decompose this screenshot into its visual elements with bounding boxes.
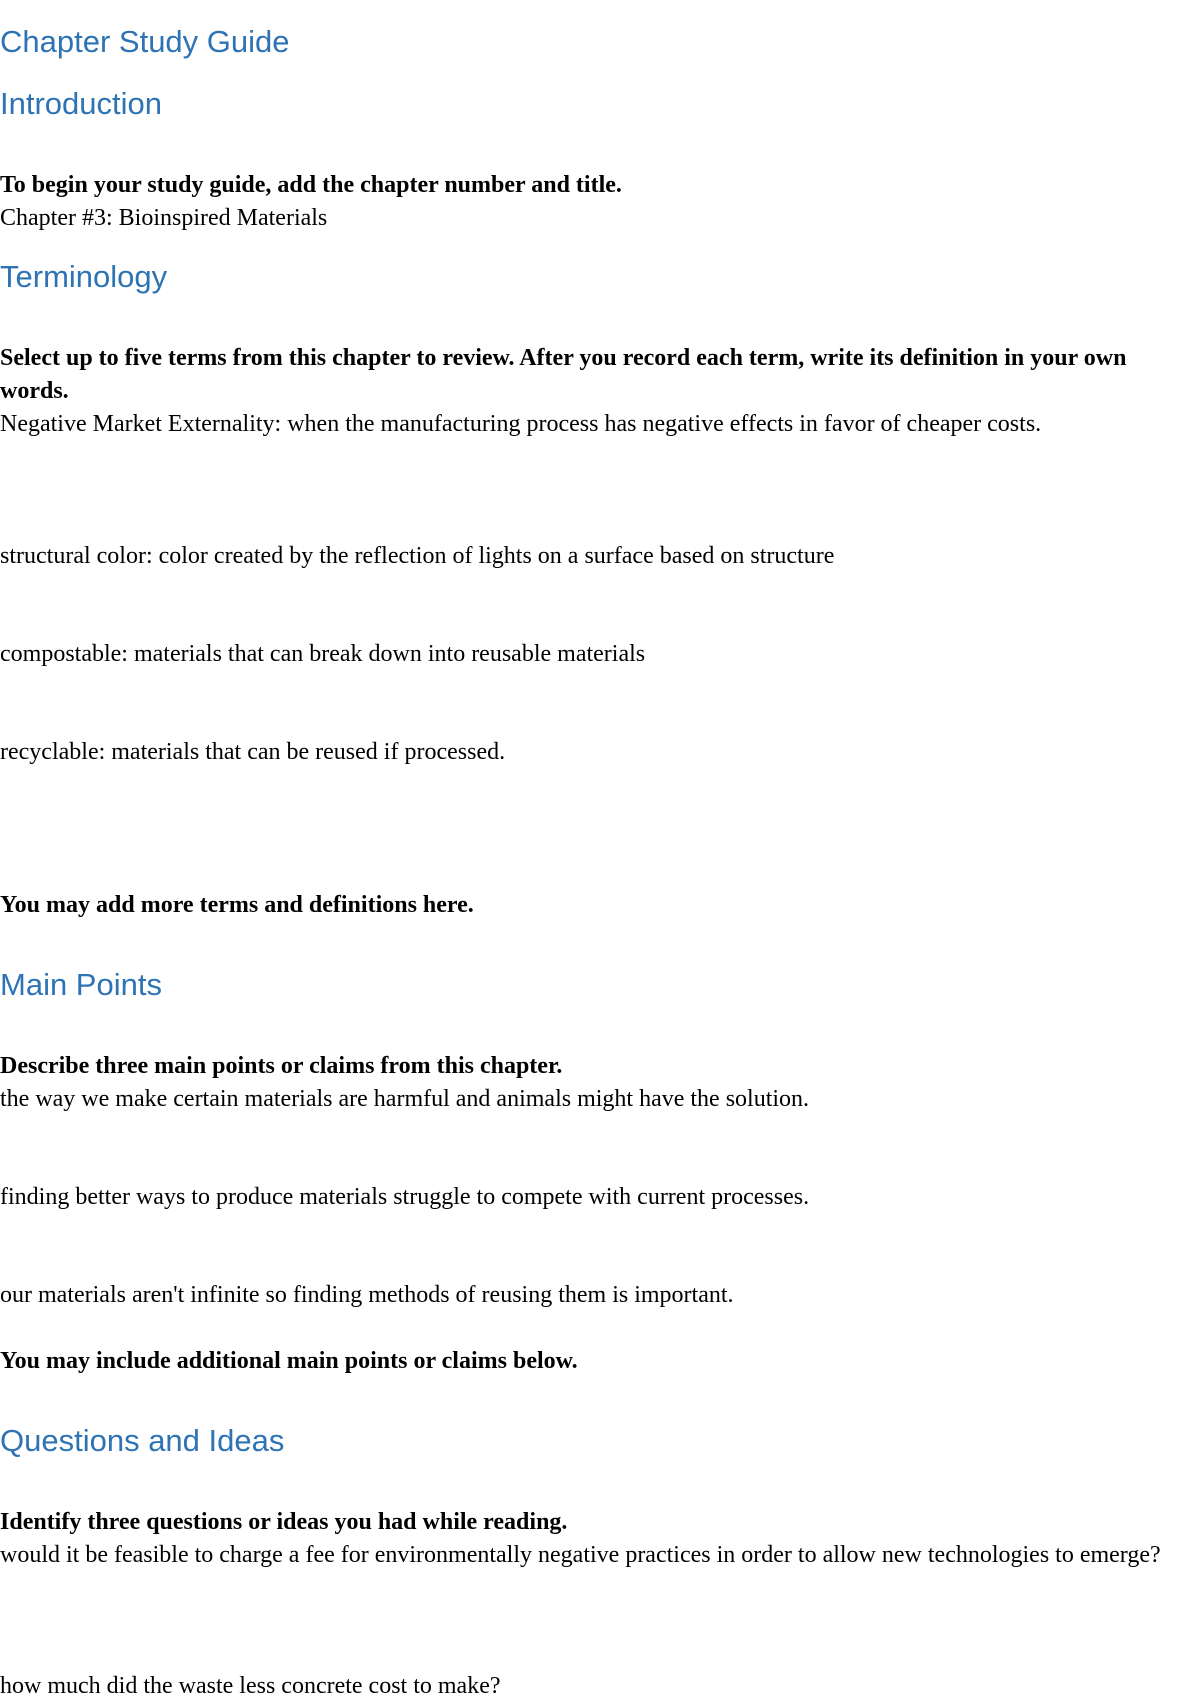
main-point[interactable]: finding better ways to produce materials struggle to compete with current processes.: [0, 1184, 810, 1210]
page-title: Chapter Study Guide: [0, 24, 290, 59]
questions-ideas-heading: Questions and Ideas: [0, 1423, 285, 1458]
terminology-prompt: Select up to five terms from this chapter to review. After you record each term, write its definition in your own words.: [0, 345, 1127, 404]
introduction-prompt: To begin your study guide, add the chapter number and title.: [0, 172, 622, 198]
question-idea[interactable]: how much did the waste less concrete cost to make?: [0, 1673, 501, 1699]
main-point[interactable]: the way we make certain materials are harmful and animals might have the solution.: [0, 1086, 810, 1112]
introduction-answer[interactable]: Chapter #3: Bioinspired Materials: [0, 205, 328, 231]
term-definition[interactable]: Negative Market Externality: when the manufacturing process has negative effects in favor of cheaper costs.: [0, 411, 1042, 437]
questions-ideas-prompt: Identify three questions or ideas you had while reading.: [0, 1509, 568, 1535]
question-idea[interactable]: would it be feasible to charge a fee for environmentally negative practices in order to allow new technologies to emerge?: [0, 1542, 1161, 1568]
terminology-more-prompt: You may add more terms and definitions here.: [0, 892, 474, 918]
terminology-heading: Terminology: [0, 259, 168, 294]
term-definition[interactable]: recyclable: materials that can be reused if processed.: [0, 739, 506, 765]
introduction-heading: Introduction: [0, 86, 162, 121]
main-points-prompt: Describe three main points or claims from this chapter.: [0, 1053, 563, 1079]
main-points-heading: Main Points: [0, 967, 162, 1002]
term-definition[interactable]: structural color: color created by the reflection of lights on a surface based on structure: [0, 543, 835, 569]
main-points-more-prompt: You may include additional main points or claims below.: [0, 1348, 578, 1374]
term-definition[interactable]: compostable: materials that can break down into reusable materials: [0, 641, 646, 667]
main-point[interactable]: our materials aren't infinite so finding methods of reusing them is important.: [0, 1282, 734, 1308]
